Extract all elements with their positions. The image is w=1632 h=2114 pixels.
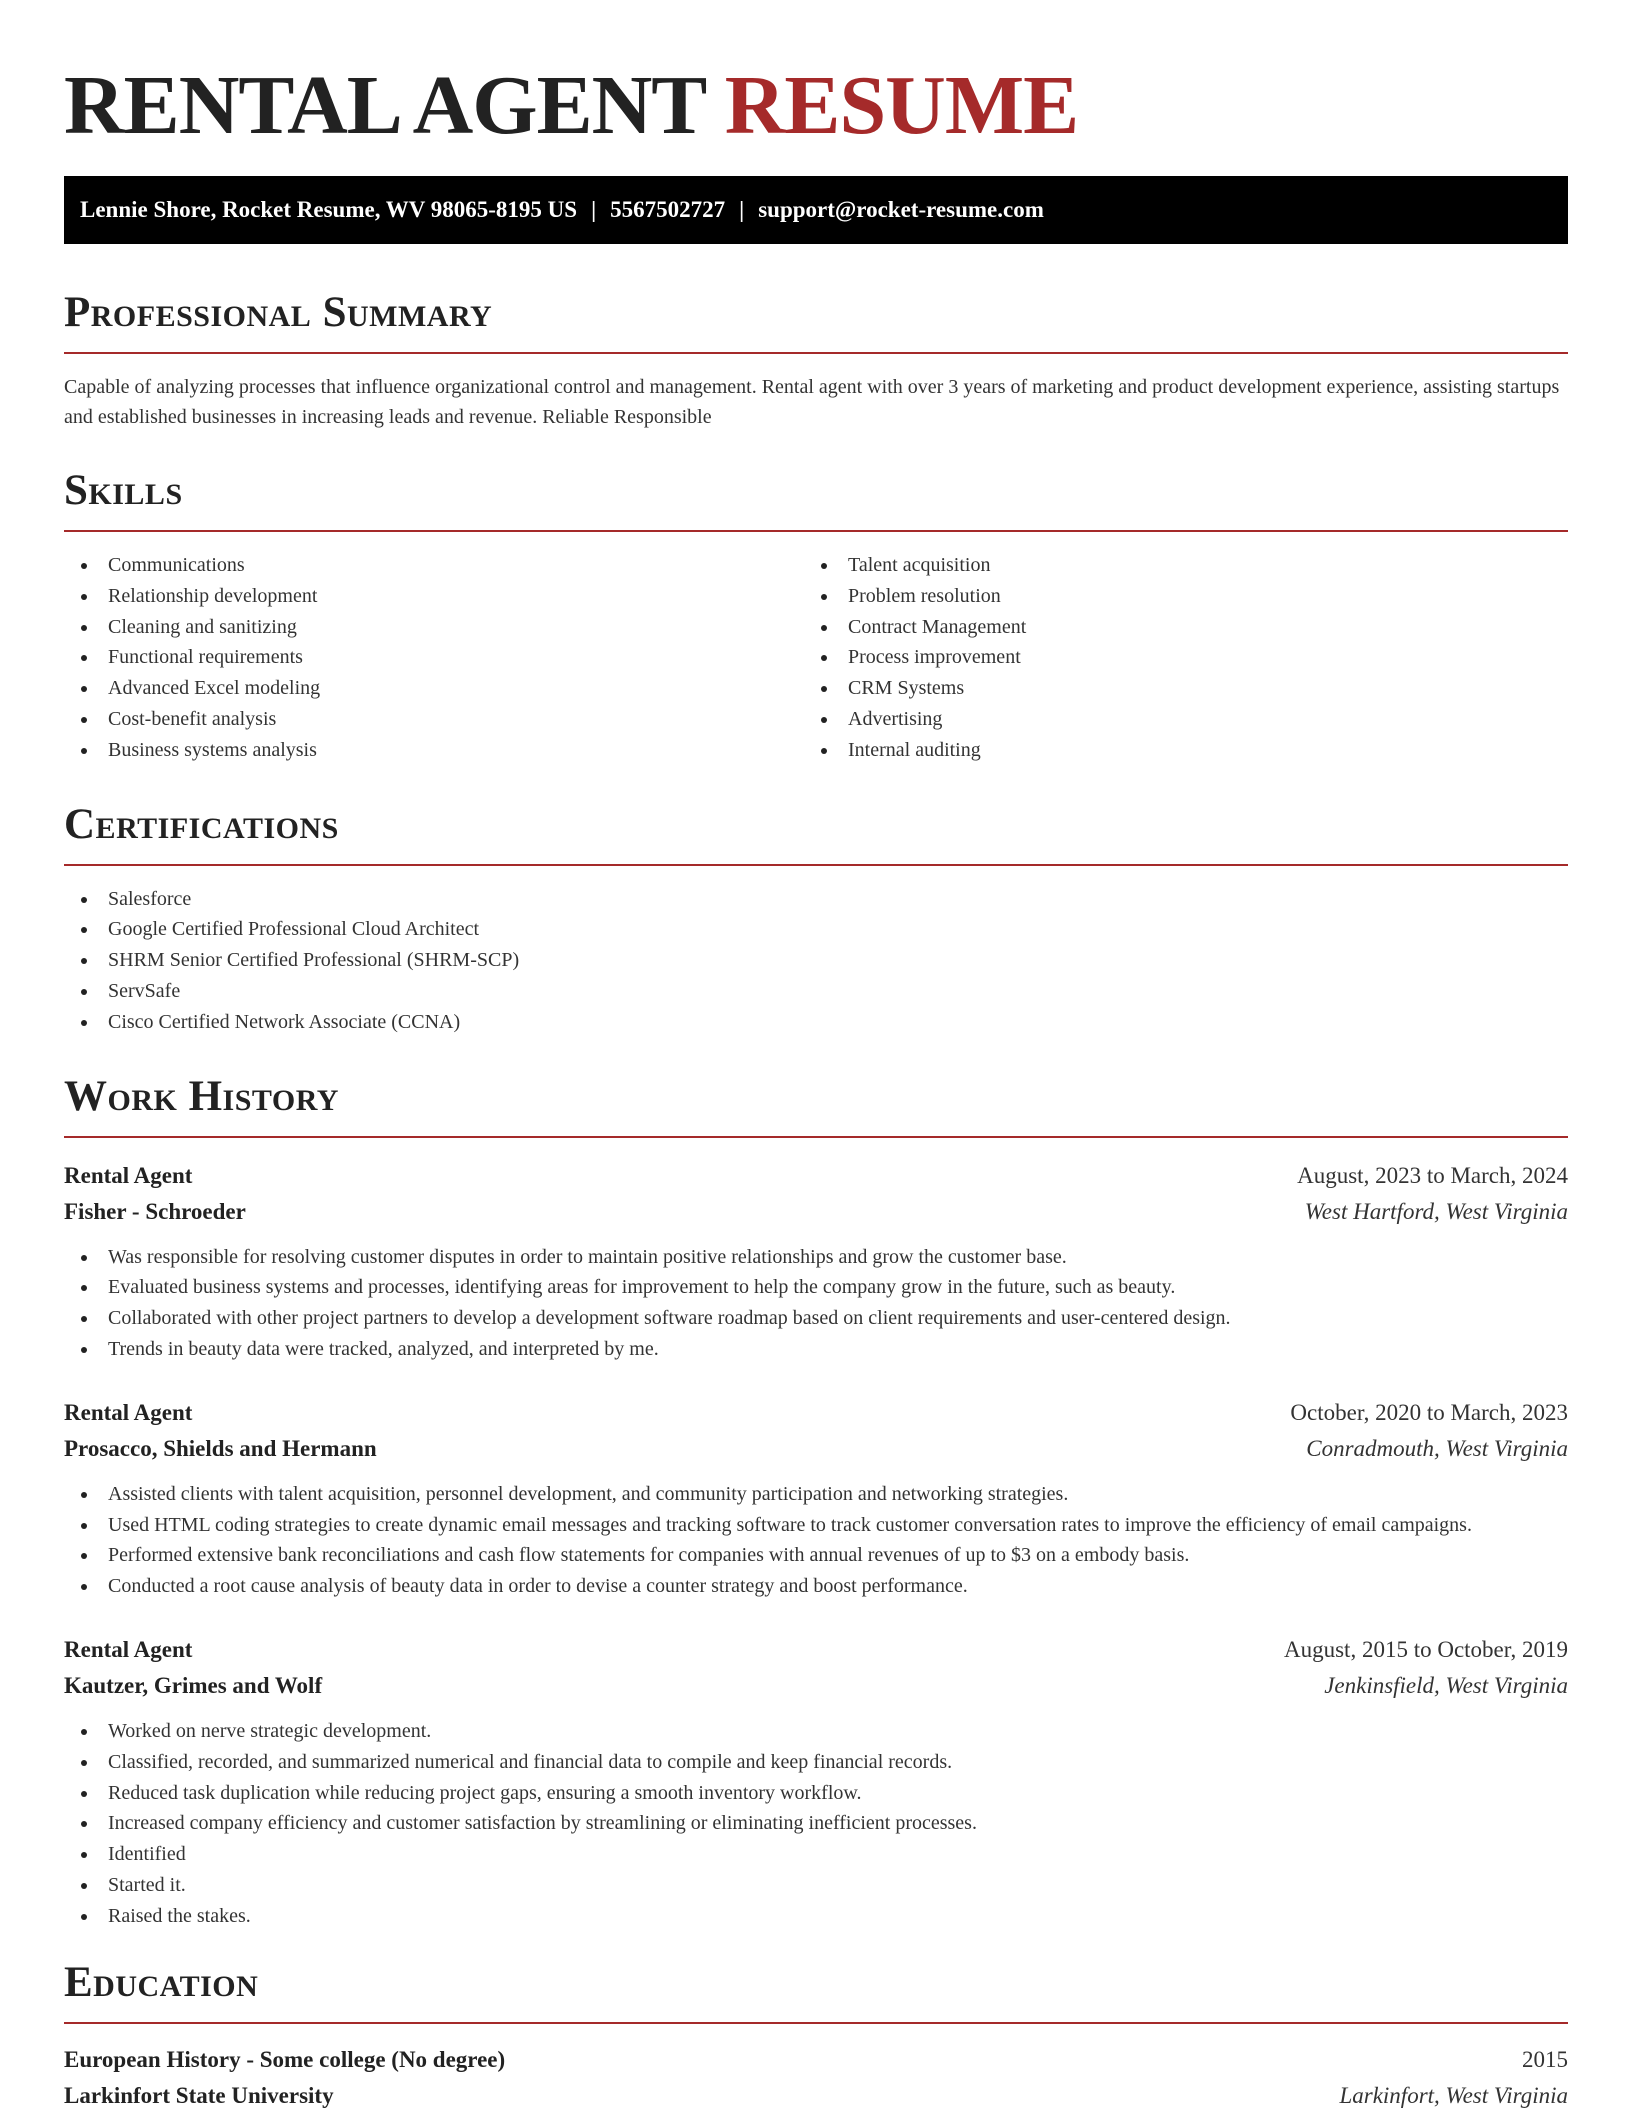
education-degree-row <box>64 2042 1568 2078</box>
job-duty-item: Collaborated with other project partners to develop a development software roadmap based on client requirements and user-centered design. <box>64 1303 1568 1334</box>
skill-item: Communications <box>64 550 804 581</box>
job-duty-item: Performed extensive bank reconciliations and cash flow statements for companies with annual revenues of up to $3 on a embody basis. <box>64 1540 1568 1571</box>
job-duty-item: Was responsible for resolving customer disputes in order to maintain positive relationships and grow the customer base. <box>64 1242 1568 1273</box>
summary-heading: Professional Summary <box>64 288 1568 354</box>
certification-item: Cisco Certified Network Associate (CCNA) <box>64 1007 1568 1038</box>
skill-item: Contract Management <box>804 612 1544 643</box>
resume-title <box>64 0 1568 152</box>
job-title-row <box>64 1632 1568 1668</box>
skill-item: Problem resolution <box>804 581 1544 612</box>
education-school: Larkinfort State University <box>64 2082 334 2108</box>
education-degree: European History - Some college (No degree) <box>64 2046 506 2072</box>
skill-item: Talent acquisition <box>804 550 1544 581</box>
skill-item: Internal auditing <box>804 735 1544 766</box>
job-duty-item: Used HTML coding strategies to create dynamic email messages and tracking software to track customer conversation rates to improve the efficiency of email campaigns. <box>64 1510 1568 1541</box>
job-entry <box>64 1395 1568 1602</box>
education-school-row <box>64 2078 1568 2114</box>
job-duty-item: Started it. <box>64 1870 1568 1901</box>
job-duty-item: Worked on nerve strategic development. <box>64 1716 1568 1747</box>
job-duty-item: Increased company efficiency and customer satisfaction by streamlining or eliminating inefficient processes. <box>64 1808 1568 1839</box>
job-title: Rental Agent <box>64 1399 193 1425</box>
certification-item: Salesforce <box>64 884 1568 915</box>
job-duty-item: Raised the stakes. <box>64 1901 1568 1932</box>
skills-section <box>64 466 1568 766</box>
job-duties-list <box>64 1479 1568 1602</box>
skills-heading: Skills <box>64 466 1568 532</box>
job-duty-item: Reduced task duplication while reducing project gaps, ensuring a smooth inventory workflow. <box>64 1778 1568 1809</box>
job-duty-item: Assisted clients with talent acquisition, personnel development, and community participation and networking strategies. <box>64 1479 1568 1510</box>
job-company-row <box>64 1668 1568 1704</box>
contact-email[interactable]: support@rocket-resume.com <box>758 197 1044 222</box>
job-dates: August, 2023 to March, 2024 <box>1297 1162 1568 1188</box>
job-location: West Hartford, West Virginia <box>1304 1198 1568 1224</box>
job-duties-list <box>64 1716 1568 1932</box>
contact-bar <box>64 176 1568 244</box>
contact-separator: | <box>739 197 745 222</box>
job-location: Conradmouth, West Virginia <box>1306 1435 1568 1461</box>
title-main: RENTAL AGENT <box>64 59 705 152</box>
certification-item: SHRM Senior Certified Professional (SHRM-SCP) <box>64 945 1568 976</box>
skills-list-left <box>64 550 804 766</box>
contact-phone: 5567502727 <box>610 197 726 222</box>
certifications-heading: Certifications <box>64 800 1568 866</box>
job-dates: August, 2015 to October, 2019 <box>1284 1636 1568 1662</box>
job-title: Rental Agent <box>64 1162 193 1188</box>
title-accent: RESUME <box>724 59 1079 152</box>
job-company: Kautzer, Grimes and Wolf <box>64 1672 323 1698</box>
skills-list-right <box>804 550 1544 766</box>
job-title-row <box>64 1158 1568 1194</box>
certifications-list <box>64 884 1568 1038</box>
job-duty-item: Evaluated business systems and processes, identifying areas for improvement to help the company grow in the future, such as beauty. <box>64 1272 1568 1303</box>
job-entry <box>64 1158 1568 1365</box>
skills-columns <box>64 532 1568 766</box>
skill-item: Advanced Excel modeling <box>64 673 804 704</box>
job-location: Jenkinsfield, West Virginia <box>1324 1672 1568 1698</box>
skill-item: Advertising <box>804 704 1544 735</box>
contact-separator: | <box>591 197 597 222</box>
job-company-row <box>64 1194 1568 1230</box>
job-duty-item: Conducted a root cause analysis of beauty data in order to devise a counter strategy and boost performance. <box>64 1571 1568 1602</box>
job-duties-list <box>64 1242 1568 1365</box>
job-duty-item: Trends in beauty data were tracked, analyzed, and interpreted by me. <box>64 1334 1568 1365</box>
skill-item: Relationship development <box>64 581 804 612</box>
skill-item: Functional requirements <box>64 642 804 673</box>
certifications-section <box>64 800 1568 1038</box>
education-year: 2015 <box>1522 2046 1568 2072</box>
skill-item: Business systems analysis <box>64 735 804 766</box>
job-dates: October, 2020 to March, 2023 <box>1290 1399 1568 1425</box>
job-company-row <box>64 1431 1568 1467</box>
education-entry <box>64 2042 1568 2114</box>
work-history-heading: Work History <box>64 1072 1568 1138</box>
education-location: Larkinfort, West Virginia <box>1339 2082 1568 2108</box>
job-entry <box>64 1632 1568 1932</box>
job-duty-item: Classified, recorded, and summarized numerical and financial data to compile and keep financial records. <box>64 1747 1568 1778</box>
skill-item: Cost-benefit analysis <box>64 704 804 735</box>
certification-item: Google Certified Professional Cloud Architect <box>64 914 1568 945</box>
certification-item: ServSafe <box>64 976 1568 1007</box>
education-heading: Education <box>64 1958 1568 2024</box>
skill-item: CRM Systems <box>804 673 1544 704</box>
job-title-row <box>64 1395 1568 1431</box>
summary-section <box>64 288 1568 432</box>
skill-item: Cleaning and sanitizing <box>64 612 804 643</box>
work-history-section <box>64 1072 1568 1932</box>
contact-address: Lennie Shore, Rocket Resume, WV 98065-8195 US <box>80 197 578 222</box>
skill-item: Process improvement <box>804 642 1544 673</box>
education-section <box>64 1958 1568 2114</box>
job-duty-item: Identified <box>64 1839 1568 1870</box>
summary-text: Capable of analyzing processes that influence organizational control and management. Rental agent with over 3 years of marketing and product development experience, assisting startups and established businesses in increasing leads and revenue. Reliable Responsible <box>64 376 1560 428</box>
job-title: Rental Agent <box>64 1636 193 1662</box>
job-company: Fisher - Schroeder <box>64 1198 246 1224</box>
job-company: Prosacco, Shields and Hermann <box>64 1435 377 1461</box>
